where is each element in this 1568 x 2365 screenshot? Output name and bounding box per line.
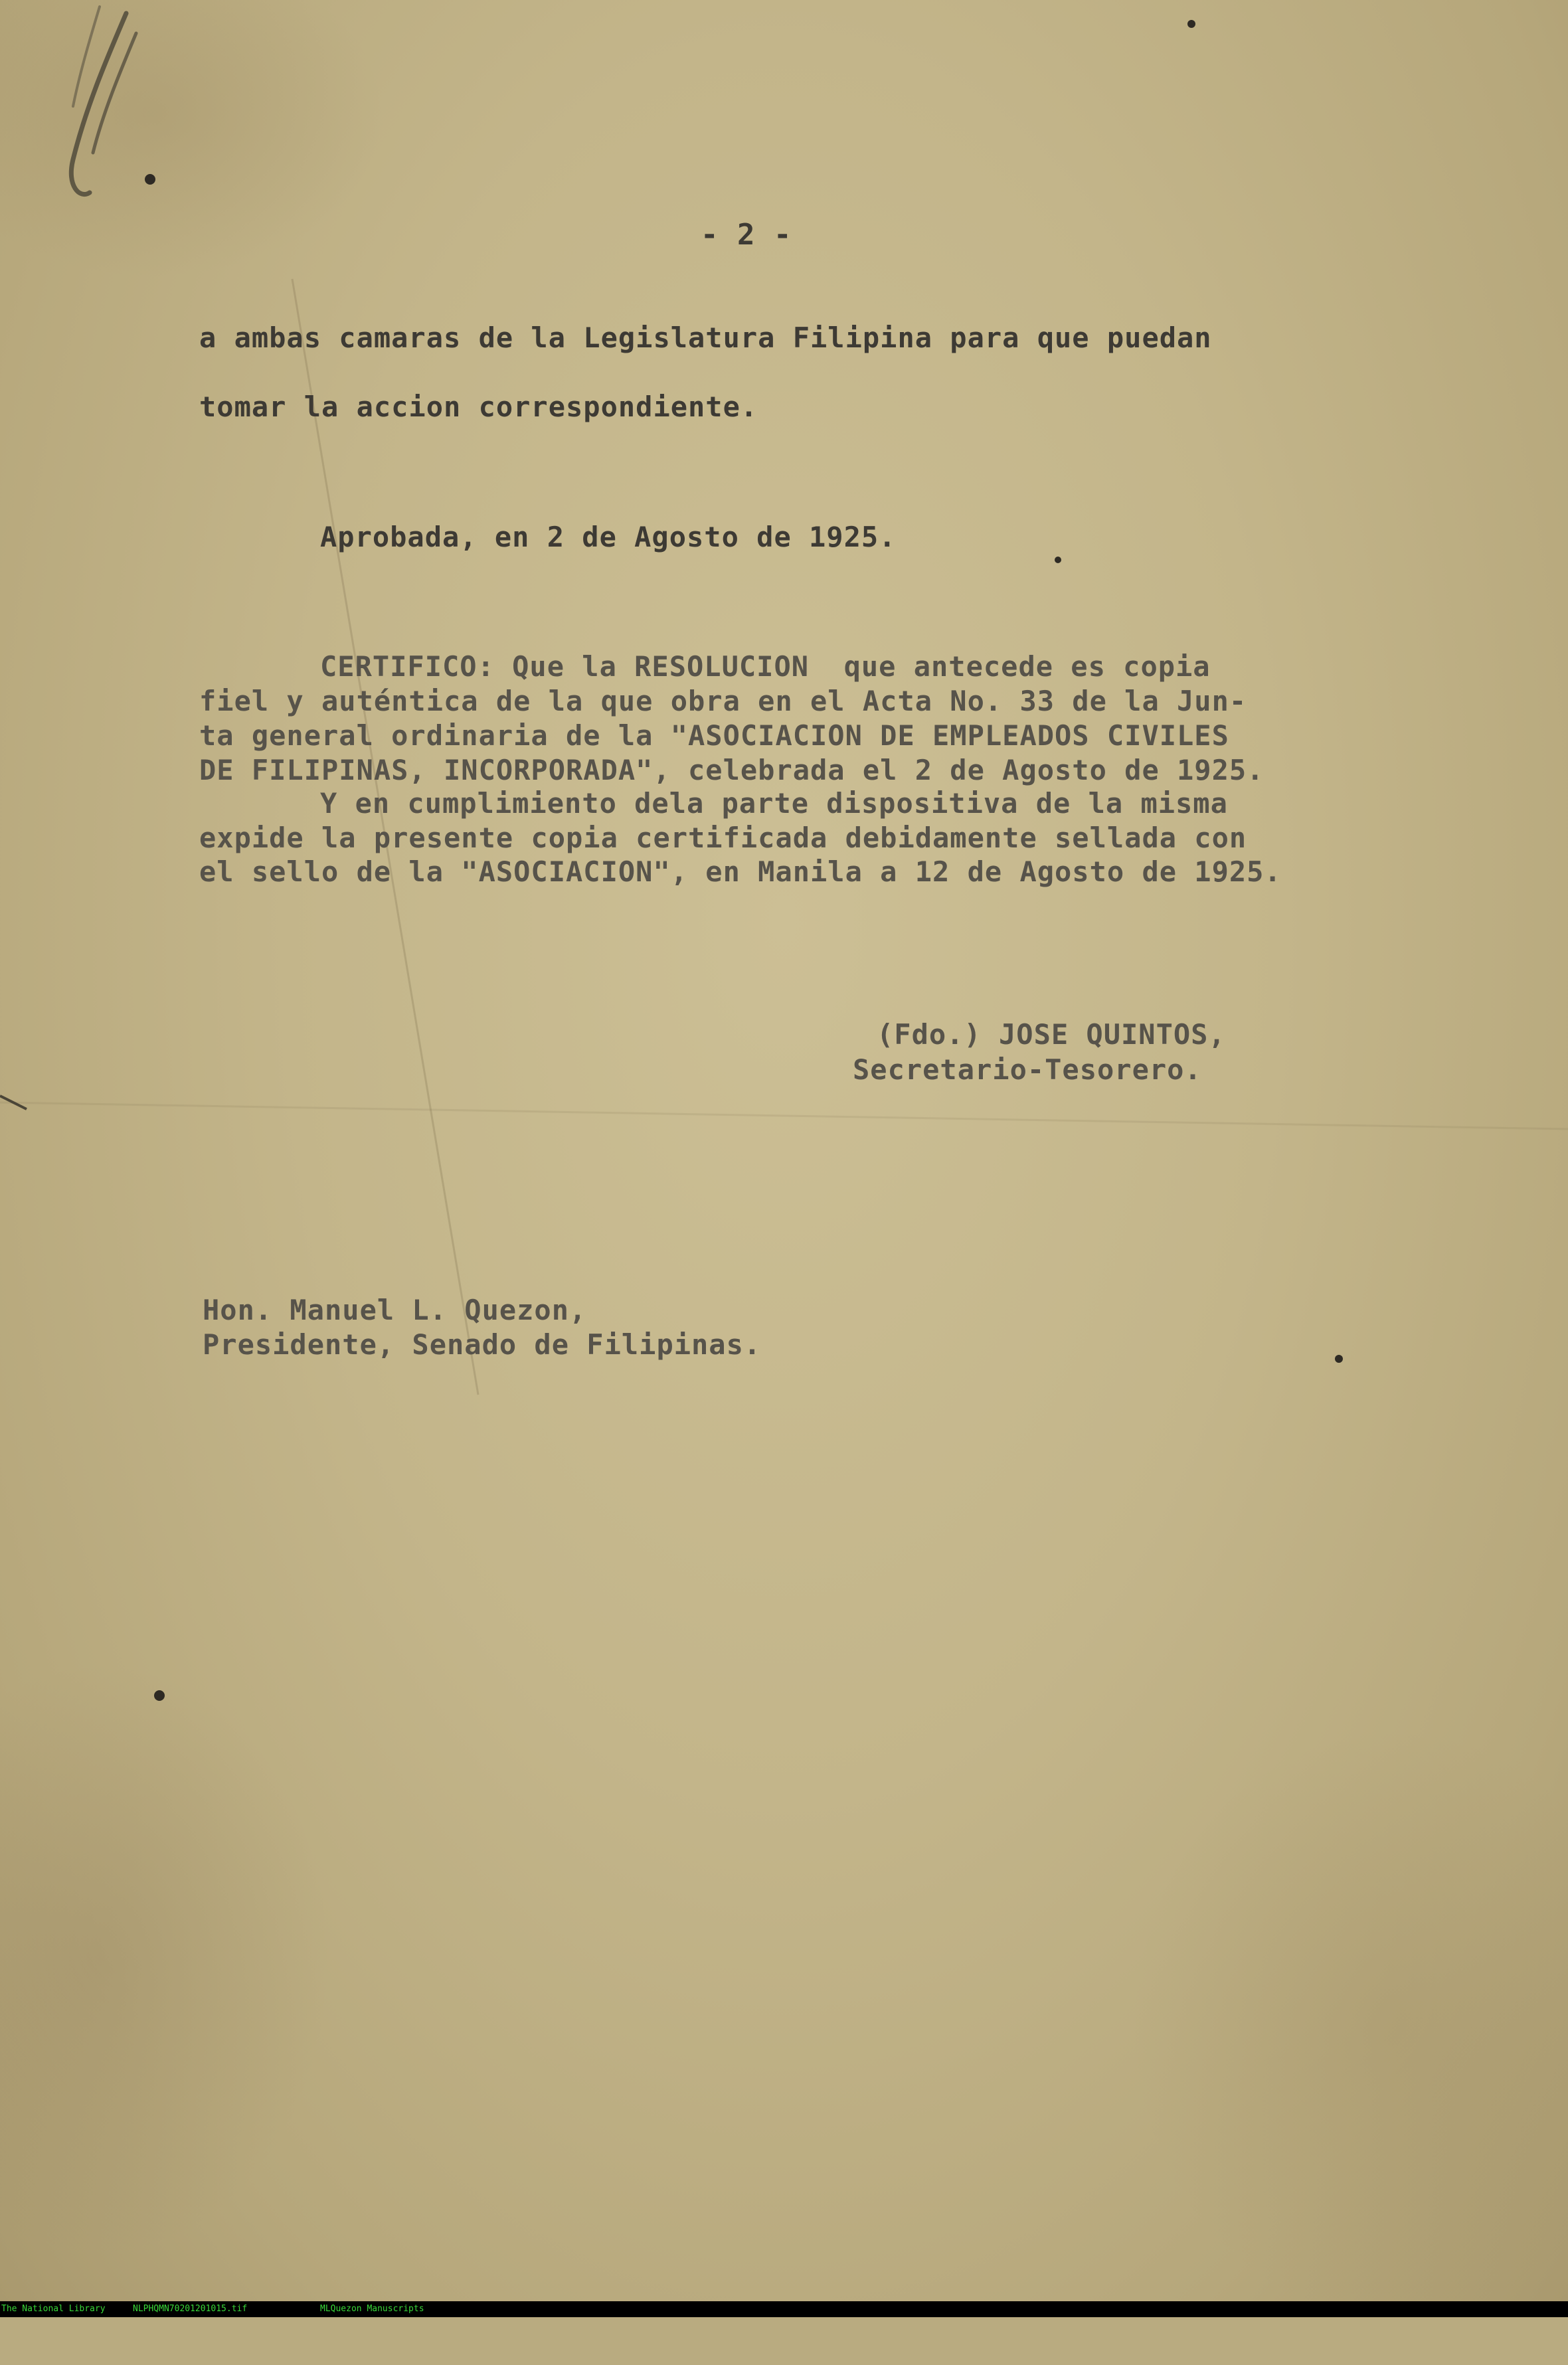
approval-line: Aprobada, en 2 de Agosto de 1925. (320, 521, 897, 553)
footer-file-name: NLPHQMN70201201015.tif (133, 2304, 248, 2314)
ink-speck (145, 174, 155, 185)
addressee-line: Hon. Manuel L. Quezon, (203, 1294, 587, 1326)
ink-speck (154, 1690, 165, 1701)
addressee-line: Presidente, Senado de Filipinas. (203, 1328, 762, 1361)
footer-library: The National Library (1, 2304, 106, 2314)
ink-speck (1335, 1355, 1343, 1363)
ink-speck (1187, 20, 1195, 28)
certification-line: el sello de la "ASOCIACION", en Manila a 12 de Agosto de 1925. (199, 855, 1282, 888)
certification-line: Y en cumplimiento dela parte dispositiva de la misma (320, 787, 1228, 820)
signature-line: (Fdo.) JOSE QUINTOS, (877, 1018, 1226, 1051)
archive-footer (0, 2301, 1568, 2317)
signature-line: Secretario-Tesorero. (853, 1053, 1202, 1086)
certification-line: CERTIFICO: Que la RESOLUCION que antecede es copia (320, 650, 1211, 683)
certification-line: ta general ordinaria de la "ASOCIACION DE EMPLEADOS CIVILES (199, 719, 1229, 752)
ink-speck (1055, 557, 1061, 563)
certification-line: fiel y auténtica de la que obra en el Acta No. 33 de la Jun- (199, 685, 1247, 717)
paragraph-line: a ambas camaras de la Legislatura Filipina para que puedan (199, 321, 1212, 354)
certification-line: DE FILIPINAS, INCORPORADA", celebrada el 2 de Agosto de 1925. (199, 754, 1264, 786)
footer-collection: MLQuezon Manuscripts (320, 2304, 424, 2314)
paragraph-line: tomar la accion correspondiente. (199, 391, 758, 423)
certification-line: expide la presente copia certificada debidamente sellada con (199, 822, 1247, 854)
page-number: - 2 - (701, 218, 792, 252)
